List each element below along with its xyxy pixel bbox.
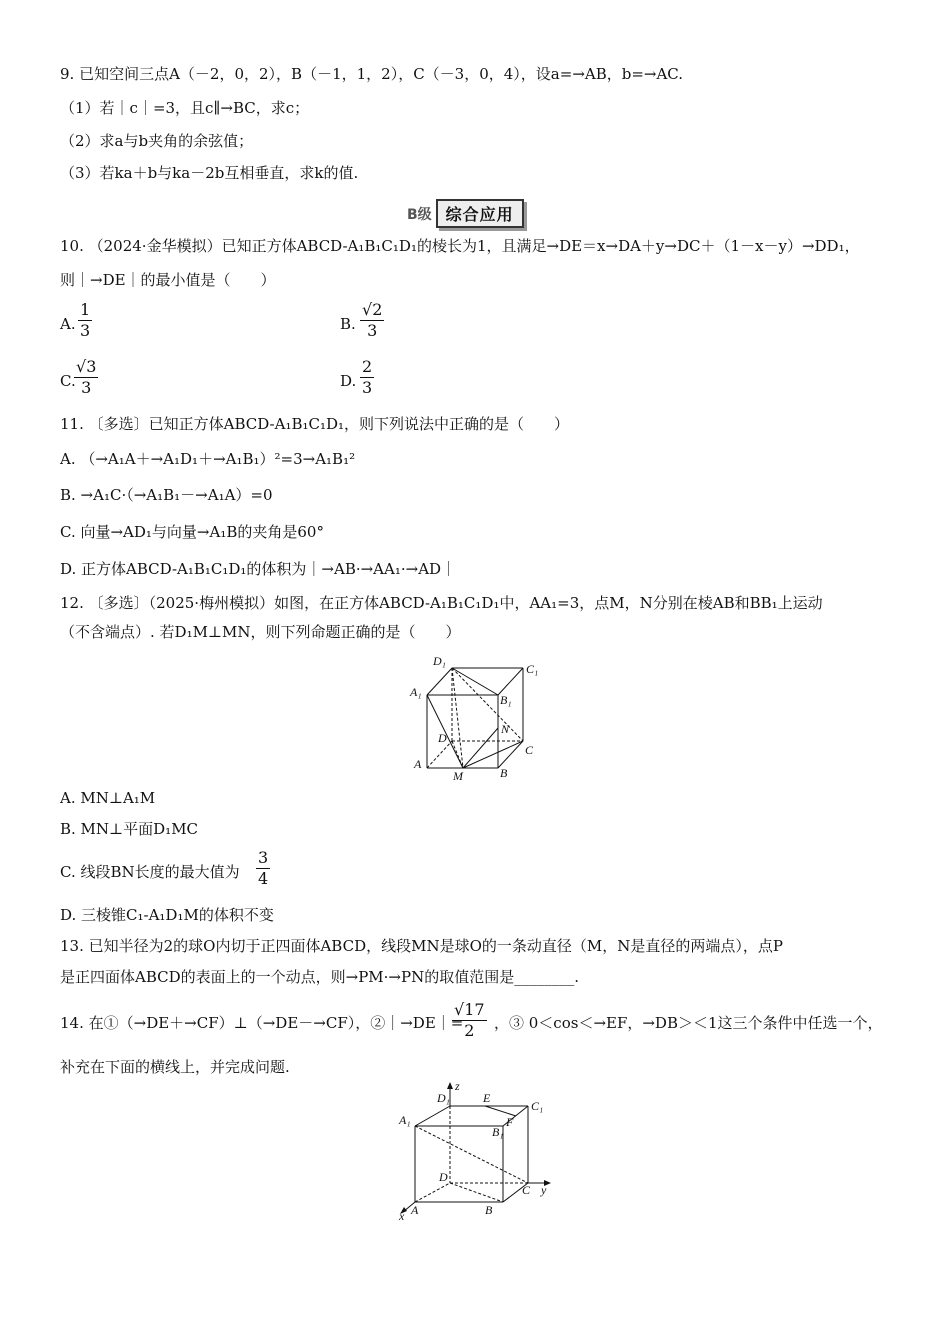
label-c1: C₁ [526,662,539,676]
q10-option-d-fraction [360,357,374,398]
q10-option-c-label: C. [60,372,76,390]
label-e: E [483,1091,491,1105]
label-f: F [506,1115,514,1129]
q12-option-c-num: 3 [258,848,269,867]
q10-option-a-num: 1 [80,300,91,319]
q10-option-d-num: 2 [362,357,373,376]
q10-option-a-label: A. [60,315,76,333]
label-c: C [522,1183,531,1197]
label-d1: D₁ [437,1091,450,1105]
q13-line2: 是正四面体ABCD的表面上的一个动点，则→PM·→PN的取值范围是________. [60,968,579,986]
q10-option-d-label: D. [340,372,357,390]
q9-part3: （3）若ka＋b与ka－2b互相垂直，求k的值. [60,164,359,182]
q12-stem2: （不含端点）. 若D₁M⊥MN，则下列命题正确的是（ ） [60,623,461,641]
hidden-d1m [452,668,463,768]
q10-option-a-fraction [78,300,92,341]
label-b: B [485,1203,493,1217]
q9-part2: （2）求a与b夹角的余弦值； [60,132,254,150]
q12-option-c: C. 线段BN长度的最大值为 [60,863,240,881]
q10-option-b-label: B. [340,315,356,333]
label-b: B [500,766,508,780]
section-badge [403,200,524,227]
label-a: A [411,1203,419,1217]
label-a: A [414,757,422,771]
q14-fraction [452,1000,487,1041]
q14-part1: 14. 在①（→DE＋→CF）⊥（→DE－→CF），②｜→DE｜= [60,1014,464,1032]
q10-option-c-fraction [74,357,98,398]
edge-a1d1 [427,668,452,695]
q10-option-b-den: 3 [367,321,378,340]
q14-line2: 补充在下面的横线上，并完成问题. [60,1058,290,1076]
q9-stem: 9. 已知空间三点A（－2，0，2），B（－1，1，2），C（－3，0，4），设a=→AB，b=→AC. [60,65,684,83]
section-level: B级 [403,204,436,224]
label-z: z [455,1080,460,1093]
label-b1: B₁ [500,693,512,707]
label-n: N [501,722,510,736]
seg-mn [463,728,498,768]
q10-stem: 10. （2024·金华模拟）已知正方体ABCD-A₁B₁C₁D₁的棱长为1，且满足→DE＝x→DA＋y→DC＋（1－x－y）→DD₁， [60,237,860,255]
q10-option-a-den: 3 [80,321,91,340]
edge-b1c1 [498,668,523,695]
edge-a1d1 [415,1106,450,1126]
q11-option-b: B. →A₁C·（→A₁B₁－→A₁A）=0 [60,486,273,504]
q9-part1: （1）若｜c｜=3，且c∥→BC，求c； [60,99,310,117]
q12-option-d: D. 三棱锥C₁-A₁D₁M的体积不变 [60,906,274,924]
q14-den: 2 [464,1021,475,1040]
q10-option-d-den: 3 [362,378,373,397]
q12-cube-figure [405,650,555,785]
q11-option-c: C. 向量→AD₁与向量→A₁B的夹角是60° [60,523,324,541]
hidden-ad [427,741,452,768]
label-a1: A₁ [410,685,422,699]
label-y: y [541,1183,547,1197]
q14-part2: ，③ 0＜cos＜→EF，→DB＞＜1这三个条件中任选一个， [494,1014,883,1032]
edge-bc [498,741,523,768]
q11-stem: 11. 〔多选〕已知正方体ABCD-A₁B₁C₁D₁，则下列说法中正确的是（ ） [60,415,570,433]
q14-num: √17 [454,1000,485,1019]
q10-stem2: 则｜→DE｜的最小值是（ ） [60,271,276,289]
label-d: D [439,1170,448,1184]
label-c1: C₁ [531,1099,544,1113]
hidden-a1c [415,1126,528,1183]
label-d1: D₁ [433,654,446,668]
q11-option-a: A. （→A₁A＋→A₁D₁＋→A₁B₁）²=3→A₁B₁² [60,450,356,468]
q12-option-c-den: 4 [258,869,269,888]
label-a1: A₁ [399,1113,411,1127]
q10-option-b-num: √2 [362,300,383,319]
label-c: C [525,743,534,757]
label-x: x [399,1209,405,1222]
q12-stem: 12. 〔多选〕（2025·梅州模拟）如图，在正方体ABCD-A₁B₁C₁D₁中，AA₁=3，点M，N分别在棱AB和BB₁上运动 [60,594,823,612]
q10-option-b-fraction [360,300,384,341]
q10-option-c-den: 3 [81,378,92,397]
q12-option-b: B. MN⊥平面D₁MC [60,820,199,838]
arrow-z [447,1082,453,1089]
section-title: 综合应用 [436,199,524,228]
seg-mc [463,741,523,768]
q11-option-d: D. 正方体ABCD-A₁B₁C₁D₁的体积为｜→AB·→AA₁·→AD｜ [60,560,457,578]
q12-option-c-fraction [256,848,270,889]
hidden-db [450,1183,503,1202]
q10-option-c-num: √3 [76,357,97,376]
label-b1: B₁ [492,1125,504,1139]
q12-option-a: A. MN⊥A₁M [60,789,156,807]
q13-line1: 13. 已知半径为2的球O内切于正四面体ABCD，线段MN是球O的一条动直径（M，N是直径的两端点），点P [60,937,783,955]
label-d: D [438,731,447,745]
hidden-ad [415,1183,450,1202]
q14-cube-figure [395,1080,570,1222]
label-m: M [453,769,463,783]
